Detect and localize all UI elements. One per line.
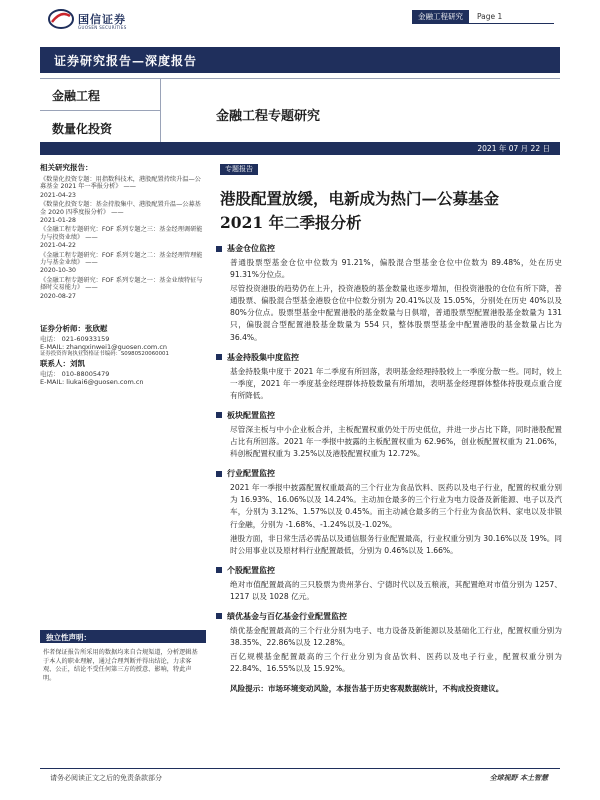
paragraph: 2021 年一季报中披露配置权重最高的三个行业为食品饮料、医药以及电子行业，配置的权重分别为 16.93%、16.06%以及 14.24%。主动加仓最多的三个行业为电力设备及新能源、电子以及汽车，分别为 3.12%、1.57%以及 0.45%。而主动减仓最多的三个行业为食品饮料、家电以及非银行金融，分别为 -1.68%、-1.24%以及-1.02%。 <box>230 483 562 529</box>
related-item[interactable] <box>40 252 206 275</box>
section-heading <box>216 565 562 576</box>
related-item-date: 2021-04-22 <box>40 242 76 250</box>
category-label: 金融工程 <box>52 89 101 103</box>
independence-statement-body: 作者保证报告所采用的数据均来自合规渠道，分析逻辑基于本人的职业理解，通过合理判断并得出结论，力求客观、公正，结论不受任何第三方的授意、影响，特此声明。 <box>43 649 198 682</box>
paragraph: 百亿规模基金配置最高的三个行业分别为食品饮料、医药以及电子行业，配置权重分别为 22.84%、16.55%以及 15.92%。 <box>230 652 562 674</box>
related-item[interactable] <box>40 201 206 224</box>
section-heading <box>216 611 562 622</box>
section-heading-text: 行业配置监控 <box>227 469 275 479</box>
section-top-funds <box>216 611 562 675</box>
subcategory-label: 数量化投资 <box>52 122 113 136</box>
analyst-2-tel: 电话： 010-88005479 <box>40 370 110 378</box>
analyst-1-email[interactable]: E-MAIL: zhangxinwei1@guosen.com.cn <box>40 343 168 351</box>
analyst-info <box>40 323 210 386</box>
related-item-date: 2020-08-27 <box>40 292 76 300</box>
series-title: 金融工程专题研究 <box>216 109 321 124</box>
related-item-date: 2021-01-28 <box>40 217 76 225</box>
section-board-allocation <box>216 410 562 460</box>
section-heading <box>216 352 562 363</box>
analyst-2-email[interactable]: E-MAIL: liukai6@guosen.com.cn <box>40 378 144 386</box>
analyst-1-name: 张欣慰 <box>85 324 108 333</box>
logo-mark-icon <box>48 8 74 30</box>
footer-disclaimer-note: 请务必阅读正文之后的免责条款部分 <box>50 774 162 782</box>
related-item-text: 《数量化投资专题：基金持股集中、港股配置升温—公募基金 2020 四季度报分析》 —— <box>40 201 201 216</box>
title-block <box>40 78 560 142</box>
section-stock-allocation <box>216 565 562 603</box>
related-item-text: 《金融工程专题研究：FOF 系列专题之三：基金经理调研能力与投资业绩》 —— <box>40 226 203 241</box>
bullet-square-icon <box>216 246 222 252</box>
logo-text-cn: 国信证券 <box>78 13 126 26</box>
company-logo <box>48 8 148 34</box>
paragraph: 基金持股集中度于 2021 年二季度有所回落，表明基金经理持股较上一季度分散一些。同时，较上一季度，2021 年一季度基金经理群体持股数量有所增加，表明基金经理群体整体持股观点重合度有所降低。 <box>230 366 562 400</box>
header-category-badge: 金融工程研究 <box>412 10 469 23</box>
related-item[interactable] <box>40 277 206 300</box>
analyst-2-name: 刘凯 <box>70 359 85 368</box>
related-item-text: 《金融工程专题研究：FOF 系列专题之二：基金经理管理能力与基金业绩》 —— <box>40 251 203 267</box>
report-date: 2021 年 07 月 22 日 <box>477 144 550 153</box>
footer-slogan: 全球视野 本土智慧 <box>489 774 548 782</box>
related-item-date: 2020-10-30 <box>40 267 76 275</box>
section-heading-text: 基金持股集中度监控 <box>227 352 299 362</box>
logo-text-en: GUOSEN SECURITIES <box>78 25 127 30</box>
section-fund-position <box>216 243 562 344</box>
section-heading-text: 绩优基金与百亿基金行业配置监控 <box>227 611 347 621</box>
risk-warning: 风险提示：市场环境变动风险，本报告基于历史客观数据统计，不构成投资建议。 <box>230 684 504 694</box>
section-industry-allocation <box>216 468 562 557</box>
section-concentration <box>216 352 562 402</box>
related-reports-title: 相关研究报告： <box>40 163 93 172</box>
section-heading <box>216 410 562 421</box>
analyst-2-role: 联系人： <box>40 359 70 368</box>
analyst-1-cert: 证券投资咨询执业资格证书编码：S0980520060001 <box>40 351 169 357</box>
report-type-text: 证券研究报告—深度报告 <box>54 54 198 68</box>
report-tag: 专题报告 <box>220 164 258 175</box>
analyst-1-role: 证券分析师： <box>40 324 85 333</box>
bullet-square-icon <box>216 354 222 360</box>
paragraph: 尽管投资港股的趋势仍在上升，投资港股的基金数量也逐步增加，但投资港股的仓位有所下降，普通股票、偏股混合型基金港股仓位中位数分别为 20.41%以及 15.05%，分别处在历史 40%以及 80%分位点。股票型基金中配置港股的基金数量与日俱增，普通股票型配置港股基金数量为 131 只，偏股混合型配置港股基金数量为 554 只，整体股票型基金中配置港股的基金数量占比为 36.4%。 <box>230 284 562 342</box>
section-heading-text: 板块配置监控 <box>227 410 275 420</box>
section-heading <box>216 468 562 479</box>
paragraph: 尽管深主板与中小企业板合并，主板配置权重仍处于历史低位，并进一步占比下降，同时港股配置占比有所回落。2021 年一季报中披露的主板配置权重为 62.96%，创业板配置权重为 21.06%，科创板配置权重为 3.25%以及港股配置权重为 12.72%。 <box>230 424 562 459</box>
divider <box>40 78 560 79</box>
report-title-line2: 2021 年二季报分析 <box>220 213 362 232</box>
bullet-square-icon <box>216 412 222 418</box>
date-bar <box>40 142 560 155</box>
related-reports <box>40 162 206 302</box>
report-type-banner <box>40 47 560 73</box>
analyst-1-heading <box>40 323 210 334</box>
related-item[interactable] <box>40 226 206 249</box>
report-title-line1: 港股配置放缓，电新成为热门—公募基金 <box>220 189 500 208</box>
related-item-date: 2021-04-23 <box>40 191 76 199</box>
divider <box>160 78 161 142</box>
related-item-text: 《数量化投资专题：用指数科技术，港股配置持续升温—公募基金 2021 年一季报分析》 —— <box>40 176 201 191</box>
related-item-text: 《金融工程专题研究：FOF 系列专题之一：基金业绩特征与择时交易能力》 —— <box>40 276 203 292</box>
page-number: Page 1 <box>477 11 503 21</box>
analyst-2-heading <box>40 358 210 369</box>
header-divider <box>412 23 554 24</box>
report-title <box>220 187 562 235</box>
independence-statement <box>40 630 206 683</box>
bullet-square-icon <box>216 471 222 477</box>
footer-divider <box>40 768 560 769</box>
related-item[interactable] <box>40 176 206 199</box>
independence-statement-title: 独立性声明： <box>40 630 206 643</box>
paragraph: 普通股票型基金仓位中位数为 91.21%，偏股混合型基金仓位中位数为 89.48%，处在历史 91.31%分位点。 <box>230 258 562 280</box>
paragraph: 绝对市值配置最高的三只股票为贵州茅台、宁德时代以及五粮液，其配置绝对市值分别为 1257、1217 以及 1028 亿元。 <box>230 579 562 601</box>
divider <box>40 110 160 111</box>
header-right <box>412 9 502 23</box>
bullet-square-icon <box>216 613 222 619</box>
paragraph: 绩优基金配置最高的三个行业分别为电子、电力设备及新能源以及基础化工行业，配置权重分别为 38.35%、22.86%以及 12.28%。 <box>230 625 562 648</box>
analyst-1-tel: 电话： 021-60933159 <box>40 335 110 343</box>
paragraph: 港股方面，非日常生活必需品以及通信服务行业配置最高，行业权重分别为 30.16%以及 19%。同时公用事业以及原材料行业配置最低，分别为 0.46%以及 1.66%。 <box>230 533 562 555</box>
section-heading-text: 基金仓位监控 <box>227 244 275 253</box>
bullet-square-icon <box>216 567 222 573</box>
section-heading <box>216 243 562 254</box>
main-content <box>216 156 562 695</box>
section-heading-text: 个股配置监控 <box>227 565 275 575</box>
